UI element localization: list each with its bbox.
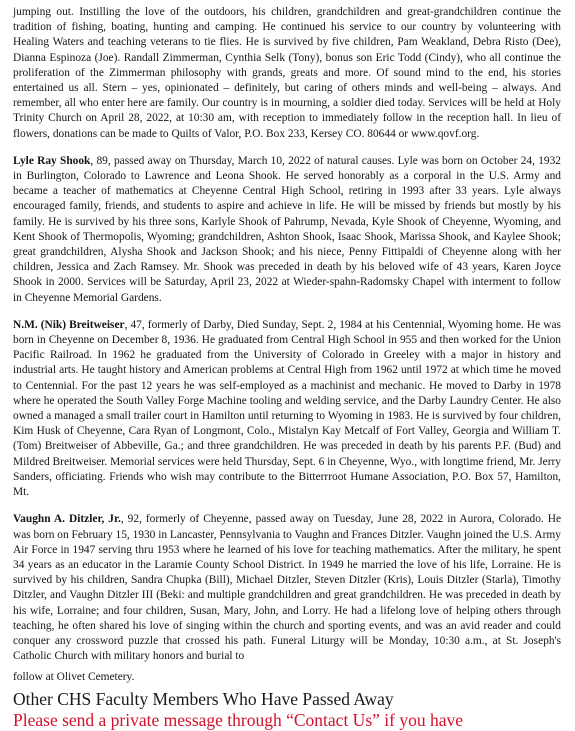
contact-request-line: Please send a private message through “Contact Us” if you have bbox=[13, 709, 464, 730]
obituary-text: , 47, formerly of Darby, Died Sunday, Sept. 2, 1984 at his Centennial, Wyoming home. He was born in Cheyenne on December 8, 1936. He graduated from Central High School in 955 and then worked for the Union Pacific Railroad. In 1962 he graduated from the University of Colorado in Greeley with a major in history and industrial arts. He taught history and American problems at Central High from 1962 until 1972 at which time he moved to Centennial. For the past 12 years he was self-employed as a machinist and mechanic. He moved to Darby in 1978 where he operated the South Valley Forge Machine tooling and welding service, and the Darby Laundry Center. He also owned a managed a small trailer court in Hamilton until returning to Wyoming in 1983. He is survived by four children, Kim Husk of Cheyenne, Cara Ryan of Longmont, Colo., Mistalyn Kay Metcalf of Fort Valley, Georgia and William T. (Tom) Breitweiser of Abbeville, Ga.; and three grandchildren. He was preceded in death by his parents P.F. (Bud) and Mildred Breitweiser. Memorial services were held Thursday, Sept. 6 in Cheyenne, Wyo., with longtime friend, Mr. Jerry Sanders, officiating. Friends who wish may contribute to the Bitterrroot Humane Association, P.O. Box 57, Hamilton, Mt. bbox=[13, 318, 561, 499]
obituary-text: , 92, formerly of Cheyenne, passed away on Tuesday, June 28, 2022 in Aurora, Colorado. He was born on February 15, 1930 in Lancaster, Pennsylvania to Vaughn and Frances Ditzler. Vaughn joined the U.S. Army Air Force in 1947 serving thru 1953 where he learned of his love for teaching mathematics. After the military, he spent 34 years as an educator in the Laramie County School District. In 1949 he married the love of his life, Lorraine. He is survived by his children, Sandra Chupka (Bill), Michael Ditzler, Steven Ditzler (Kris), Louis Ditzler (Starla), Timothy Ditzler, and Vaughn Ditzler III (Beki: and multiple grandchildren and great grandchildren. He was preceded in death by his wife, Lorraine; and four children, Susan, Mary, John, and Lorry. He had a lifelong love of helping others through teaching, he often shared his love of singing within the church and sporting events, and was an avid reader and could conquer any crossword puzzle that crossed his path. Funeral Liturgy will be Monday, 10:30 a.m., at St. Joseph's Catholic Church with military honors and burial to bbox=[13, 513, 562, 663]
obituary-continued-text: jumping out. Instilling the love of the outdoors, his children, grandchildren and great-grandchildren continue the tradition of fishing, boating, hunting and camping. He continued his service to our country by volunteering with Healing Waters and teaching veterans to tie flies. He is survived by five children, Pam Weakland, Debra Risto (Dee), Dianna Espinoza (Joe). Randall Zimmerman, Cynthia Selk (Tony), bonus son Eric Todd (Cindy), who all continue the proliferation of the Zimmerman philosophy with grands, greats and more. Of sound mind to the end, his stories entertained us all. Stern – yes, opinionated – definitely, but caring of others minds and well-being – always. And remember, all who enter here are family. Our country is in mourning, a soldier died today. Services will be held at Holy Trinity Church on April 28, 2022, at 10:30 am, with reception to immediately follow in the reception hall. In lieu of flowers, donations can be made to Quilts of Valor, P.O. Box 233, Kersey CO. 80644 or www.qovf.org. bbox=[13, 6, 561, 140]
obituary-name: Vaughn A. Ditzler, Jr. bbox=[13, 513, 121, 526]
obituary-ditzler-end: follow at Olivet Cemetery. bbox=[13, 671, 135, 684]
paragraph-spacer bbox=[13, 306, 561, 318]
obituary-name: Lyle Ray Shook bbox=[13, 154, 91, 167]
obituary-name: N.M. (Nik) Breitweiser bbox=[13, 318, 125, 331]
obituary-shook bbox=[13, 154, 561, 306]
obituary-ditzler bbox=[13, 512, 561, 664]
paragraph-spacer bbox=[13, 142, 561, 154]
obituary-breitweiser bbox=[13, 318, 561, 500]
faculty-heading: Other CHS Faculty Members Who Have Passed Away bbox=[13, 688, 394, 709]
obituary-text: , 89, passed away on Thursday, March 10, 2022 of natural causes. Lyle was born on October 24, 1932 in Burlington, Colorado to Lawrence and Leona Shook. He served honorably as a corporal in the U.S. Army and became a teacher of mathematics at Cheyenne Central High School, retiring in 1993 after 33 years. Lyle always encouraged family, friends, and students to aspire and achieve in life. He will be missed by friends but mostly by his family. He is survived by his three sons, Karlyle Shook of Pahrump, Nevada, Kyle Shook of Cheyenne, Wyoming, and Kent Shook of Thermopolis, Wyoming; grandchildren, Ashton Shook, Isaac Shook, Marissa Shook, and Kaylee Shook; great grandchildren, Alysha Shook and Jackson Shook; and his niece, Penny Fittipaldi of Cheyenne along with her children, Jessica and Zach Ramsey. Mr. Shook was preceded in death by his beloved wife of 43 years, Karen Joyce Shook in 2000. Services will be Saturday, April 23, 2022 at Wieder-spahn-Radomsky Chapel with interment to follow in Cheyenne Memorial Gardens. bbox=[13, 154, 561, 304]
paragraph-spacer bbox=[13, 500, 561, 512]
